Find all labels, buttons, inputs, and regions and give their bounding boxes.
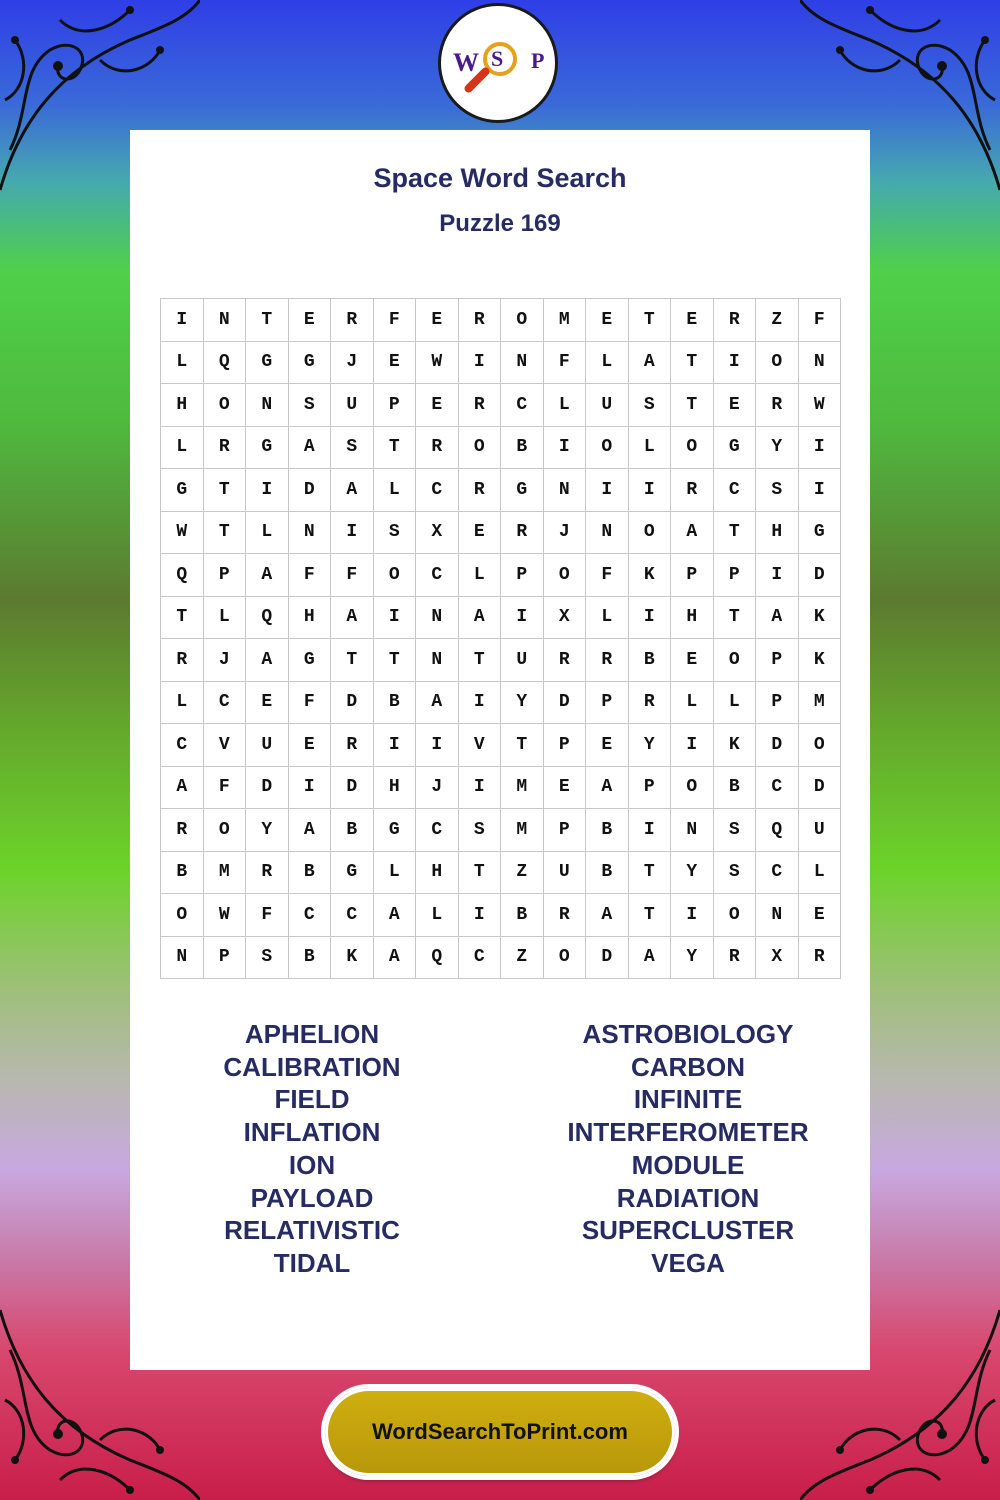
grid-cell[interactable]: G <box>501 469 544 512</box>
grid-cell[interactable]: M <box>501 766 544 809</box>
grid-cell[interactable]: U <box>331 384 374 427</box>
grid-cell[interactable]: D <box>331 766 374 809</box>
grid-cell[interactable]: B <box>161 851 204 894</box>
grid-cell[interactable]: E <box>586 299 629 342</box>
grid-cell[interactable]: F <box>586 554 629 597</box>
grid-cell[interactable]: A <box>246 554 289 597</box>
grid-cell[interactable]: N <box>671 809 714 852</box>
grid-cell[interactable]: Y <box>756 426 799 469</box>
grid-cell[interactable]: G <box>798 511 841 554</box>
grid-cell[interactable]: G <box>373 809 416 852</box>
grid-row <box>161 341 841 384</box>
grid-cell[interactable]: L <box>671 681 714 724</box>
grid-cell[interactable]: I <box>628 469 671 512</box>
grid-cell[interactable]: E <box>543 766 586 809</box>
grid-cell[interactable]: J <box>203 639 246 682</box>
grid-cell[interactable]: A <box>373 936 416 979</box>
grid-row <box>161 469 841 512</box>
grid-row <box>161 851 841 894</box>
grid-cell[interactable]: B <box>501 426 544 469</box>
grid-cell[interactable]: I <box>246 469 289 512</box>
grid-cell[interactable]: A <box>586 894 629 937</box>
grid-cell[interactable]: I <box>288 766 331 809</box>
grid-cell[interactable]: J <box>543 511 586 554</box>
grid-cell[interactable]: R <box>543 639 586 682</box>
page-title: Space Word Search <box>373 163 627 193</box>
grid-cell[interactable]: O <box>543 936 586 979</box>
grid-cell[interactable]: M <box>543 299 586 342</box>
grid-cell[interactable]: C <box>501 384 544 427</box>
grid-cell[interactable]: R <box>331 724 374 767</box>
grid-cell[interactable]: B <box>331 809 374 852</box>
grid-row <box>161 894 841 937</box>
grid-cell[interactable]: O <box>543 554 586 597</box>
grid-cell[interactable]: H <box>416 851 459 894</box>
grid-cell[interactable]: E <box>458 511 501 554</box>
grid-cell[interactable]: H <box>756 511 799 554</box>
grid-cell[interactable]: X <box>416 511 459 554</box>
grid-cell[interactable]: I <box>373 724 416 767</box>
grid-cell[interactable]: U <box>501 639 544 682</box>
grid-cell[interactable]: H <box>671 596 714 639</box>
word-list-item: APHELION <box>244 1019 380 1049</box>
grid-cell[interactable]: P <box>203 554 246 597</box>
grid-cell[interactable]: N <box>501 341 544 384</box>
grid-cell[interactable]: E <box>416 384 459 427</box>
grid-cell[interactable]: A <box>373 894 416 937</box>
grid-cell[interactable]: S <box>628 384 671 427</box>
grid-cell[interactable]: T <box>628 894 671 937</box>
grid-cell[interactable]: A <box>628 936 671 979</box>
grid-cell[interactable]: P <box>501 554 544 597</box>
grid-cell[interactable]: B <box>628 639 671 682</box>
grid-cell[interactable]: H <box>288 596 331 639</box>
grid-cell[interactable]: T <box>671 341 714 384</box>
grid-cell[interactable]: I <box>373 596 416 639</box>
word-list-item: SUPERCLUSTER <box>581 1215 795 1246</box>
logo-letter-w: W <box>453 48 479 77</box>
website-link-button[interactable]: WordSearchToPrint.com <box>325 1388 675 1476</box>
grid-cell[interactable]: E <box>246 681 289 724</box>
grid-cell[interactable]: O <box>798 724 841 767</box>
grid-cell[interactable]: R <box>586 639 629 682</box>
grid-cell[interactable]: R <box>458 469 501 512</box>
grid-cell[interactable]: Q <box>246 596 289 639</box>
grid-cell[interactable]: Z <box>501 851 544 894</box>
grid-cell[interactable]: G <box>331 851 374 894</box>
grid-row <box>161 384 841 427</box>
grid-cell[interactable]: C <box>416 809 459 852</box>
grid-cell[interactable]: E <box>798 894 841 937</box>
word-list-right <box>538 1018 838 1280</box>
grid-cell[interactable]: F <box>798 299 841 342</box>
grid-cell[interactable]: R <box>161 809 204 852</box>
grid-cell[interactable]: B <box>713 766 756 809</box>
grid-cell[interactable]: J <box>416 766 459 809</box>
grid-cell[interactable]: R <box>458 299 501 342</box>
word-list-left <box>162 1018 462 1280</box>
grid-cell[interactable]: L <box>586 596 629 639</box>
grid-cell[interactable]: C <box>713 469 756 512</box>
grid-cell[interactable]: U <box>246 724 289 767</box>
grid-cell[interactable]: N <box>586 511 629 554</box>
wsp-logo[interactable] <box>438 3 558 123</box>
grid-cell[interactable]: S <box>756 469 799 512</box>
grid-cell[interactable]: O <box>671 426 714 469</box>
grid-cell[interactable]: O <box>756 341 799 384</box>
grid-cell[interactable]: R <box>416 426 459 469</box>
grid-cell[interactable]: Y <box>671 851 714 894</box>
grid-cell[interactable]: D <box>331 681 374 724</box>
grid-cell[interactable]: R <box>246 851 289 894</box>
word-list-item: RELATIVISTIC <box>224 1215 400 1246</box>
word-list-item: PAYLOAD <box>250 1182 374 1213</box>
grid-cell[interactable]: W <box>798 384 841 427</box>
grid-cell[interactable]: E <box>713 384 756 427</box>
grid-cell[interactable]: N <box>161 936 204 979</box>
grid-cell[interactable]: F <box>331 554 374 597</box>
word-list-item: RADIATION <box>616 1182 760 1213</box>
grid-cell[interactable]: N <box>543 469 586 512</box>
grid-cell[interactable]: R <box>798 936 841 979</box>
grid-cell[interactable]: L <box>416 894 459 937</box>
grid-cell[interactable]: V <box>458 724 501 767</box>
grid-cell[interactable]: S <box>458 809 501 852</box>
grid-cell[interactable]: A <box>756 596 799 639</box>
grid-cell[interactable]: H <box>161 384 204 427</box>
grid-cell[interactable]: I <box>458 341 501 384</box>
grid-cell[interactable]: B <box>586 809 629 852</box>
word-list-item: CALIBRATION <box>223 1051 401 1082</box>
grid-cell[interactable]: O <box>671 766 714 809</box>
grid-cell[interactable]: O <box>586 426 629 469</box>
grid-cell[interactable]: R <box>543 894 586 937</box>
grid-cell[interactable]: E <box>671 299 714 342</box>
grid-cell[interactable]: R <box>671 469 714 512</box>
grid-cell[interactable]: T <box>501 724 544 767</box>
word-list-item: INFLATION <box>243 1117 381 1148</box>
grid-cell[interactable]: K <box>713 724 756 767</box>
grid-cell[interactable]: Z <box>501 936 544 979</box>
grid-cell[interactable]: D <box>756 724 799 767</box>
grid-cell[interactable]: L <box>246 511 289 554</box>
grid-cell[interactable]: L <box>458 554 501 597</box>
grid-cell[interactable]: R <box>756 384 799 427</box>
grid-cell[interactable]: D <box>798 554 841 597</box>
grid-row <box>161 299 841 342</box>
grid-cell[interactable]: Z <box>756 299 799 342</box>
grid-row <box>161 426 841 469</box>
grid-cell[interactable]: L <box>628 426 671 469</box>
grid-cell[interactable]: O <box>203 384 246 427</box>
grid-row <box>161 724 841 767</box>
grid-cell[interactable]: Y <box>246 809 289 852</box>
grid-cell[interactable]: A <box>628 341 671 384</box>
grid-cell[interactable]: I <box>586 469 629 512</box>
grid-cell[interactable]: M <box>203 851 246 894</box>
grid-cell[interactable]: P <box>628 766 671 809</box>
grid-cell[interactable]: F <box>543 341 586 384</box>
grid-cell[interactable]: H <box>373 766 416 809</box>
grid-cell[interactable]: L <box>713 681 756 724</box>
grid-cell[interactable]: W <box>203 894 246 937</box>
grid-cell[interactable]: S <box>713 809 756 852</box>
grid-cell[interactable]: G <box>246 341 289 384</box>
grid-cell[interactable]: P <box>543 809 586 852</box>
grid-cell[interactable]: C <box>756 851 799 894</box>
grid-cell[interactable]: N <box>416 639 459 682</box>
grid-cell[interactable]: F <box>203 766 246 809</box>
grid-cell[interactable]: O <box>713 894 756 937</box>
grid-cell[interactable]: T <box>628 851 671 894</box>
grid-cell[interactable]: L <box>373 851 416 894</box>
grid-cell[interactable]: B <box>586 851 629 894</box>
grid-cell[interactable]: D <box>288 469 331 512</box>
grid-cell[interactable]: L <box>203 596 246 639</box>
grid-cell[interactable]: S <box>246 936 289 979</box>
grid-row <box>161 639 841 682</box>
grid-cell[interactable]: T <box>628 299 671 342</box>
grid-cell[interactable]: A <box>288 426 331 469</box>
grid-cell[interactable]: L <box>161 341 204 384</box>
grid-cell[interactable]: C <box>756 766 799 809</box>
grid-cell[interactable]: R <box>203 426 246 469</box>
grid-cell[interactable]: L <box>373 469 416 512</box>
grid-cell[interactable]: I <box>416 724 459 767</box>
grid-cell[interactable]: D <box>586 936 629 979</box>
grid-cell[interactable]: L <box>543 384 586 427</box>
grid-cell[interactable]: O <box>501 299 544 342</box>
grid-cell[interactable]: E <box>671 639 714 682</box>
grid-cell[interactable]: G <box>288 341 331 384</box>
grid-cell[interactable]: T <box>458 639 501 682</box>
grid-cell[interactable]: W <box>161 511 204 554</box>
grid-cell[interactable]: C <box>161 724 204 767</box>
grid-cell[interactable]: Q <box>756 809 799 852</box>
grid-cell[interactable]: R <box>458 384 501 427</box>
grid-cell[interactable]: G <box>713 426 756 469</box>
grid-cell[interactable]: T <box>713 511 756 554</box>
grid-cell[interactable]: T <box>671 384 714 427</box>
grid-cell[interactable]: A <box>331 469 374 512</box>
grid-cell[interactable]: Q <box>203 341 246 384</box>
grid-cell[interactable]: F <box>288 554 331 597</box>
grid-cell[interactable]: V <box>203 724 246 767</box>
grid-cell[interactable]: X <box>543 596 586 639</box>
grid-cell[interactable]: R <box>331 299 374 342</box>
grid-cell[interactable]: P <box>756 639 799 682</box>
word-list-item: INTERFEROMETER <box>567 1117 809 1148</box>
grid-cell[interactable]: I <box>501 596 544 639</box>
grid-cell[interactable]: P <box>373 384 416 427</box>
grid-cell[interactable]: T <box>203 511 246 554</box>
grid-cell[interactable]: U <box>543 851 586 894</box>
grid-row <box>161 511 841 554</box>
grid-cell[interactable]: O <box>713 639 756 682</box>
grid-cell[interactable]: P <box>756 681 799 724</box>
grid-cell[interactable]: P <box>586 681 629 724</box>
word-list-item: FIELD <box>274 1084 350 1115</box>
grid-cell[interactable]: G <box>246 426 289 469</box>
grid-cell[interactable]: A <box>586 766 629 809</box>
grid-cell[interactable]: L <box>798 851 841 894</box>
word-list-item: CARBON <box>630 1051 746 1082</box>
grid-cell[interactable]: T <box>713 596 756 639</box>
grid-cell[interactable]: F <box>373 299 416 342</box>
grid-cell[interactable]: C <box>416 469 459 512</box>
grid-cell[interactable]: I <box>458 766 501 809</box>
grid-cell[interactable]: I <box>756 554 799 597</box>
grid-cell[interactable]: A <box>288 809 331 852</box>
word-list-item: VEGA <box>651 1247 725 1278</box>
grid-cell[interactable]: O <box>628 511 671 554</box>
grid-cell[interactable]: U <box>586 384 629 427</box>
grid-cell[interactable]: R <box>628 681 671 724</box>
grid-cell[interactable]: G <box>288 639 331 682</box>
grid-row <box>161 596 841 639</box>
grid-cell[interactable]: P <box>713 554 756 597</box>
grid-cell[interactable]: U <box>798 809 841 852</box>
grid-row <box>161 766 841 809</box>
grid-cell[interactable]: C <box>288 894 331 937</box>
grid-cell[interactable]: Q <box>416 936 459 979</box>
grid-cell[interactable]: A <box>416 681 459 724</box>
grid-cell[interactable]: T <box>203 469 246 512</box>
grid-cell[interactable]: B <box>373 681 416 724</box>
grid-cell[interactable]: Y <box>628 724 671 767</box>
grid-cell[interactable]: A <box>331 596 374 639</box>
grid-cell[interactable]: W <box>416 341 459 384</box>
word-list-item: ION <box>288 1149 336 1180</box>
grid-row <box>161 809 841 852</box>
letter-grid <box>160 298 841 979</box>
grid-cell[interactable]: O <box>458 426 501 469</box>
grid-cell[interactable]: B <box>288 851 331 894</box>
grid-cell[interactable]: N <box>288 511 331 554</box>
grid-cell[interactable]: F <box>246 894 289 937</box>
grid-row <box>161 681 841 724</box>
grid-cell[interactable]: K <box>628 554 671 597</box>
grid-cell[interactable]: K <box>798 596 841 639</box>
grid-cell[interactable]: N <box>416 596 459 639</box>
grid-cell[interactable]: L <box>161 681 204 724</box>
grid-cell[interactable]: E <box>373 341 416 384</box>
grid-cell[interactable]: L <box>586 341 629 384</box>
grid-cell[interactable]: C <box>203 681 246 724</box>
grid-cell[interactable]: I <box>671 894 714 937</box>
grid-cell[interactable]: S <box>331 426 374 469</box>
grid-cell[interactable]: F <box>288 681 331 724</box>
grid-row <box>161 936 841 979</box>
grid-cell[interactable]: L <box>161 426 204 469</box>
grid-cell[interactable]: C <box>458 936 501 979</box>
grid-cell[interactable]: E <box>586 724 629 767</box>
grid-cell[interactable]: E <box>416 299 459 342</box>
grid-cell[interactable]: I <box>458 894 501 937</box>
grid-cell[interactable]: G <box>161 469 204 512</box>
grid-cell[interactable]: I <box>628 809 671 852</box>
logo-letter-s: S <box>491 46 504 71</box>
grid-cell[interactable]: E <box>288 724 331 767</box>
grid-cell[interactable]: C <box>416 554 459 597</box>
grid-cell[interactable]: D <box>798 766 841 809</box>
grid-cell[interactable]: M <box>501 809 544 852</box>
grid-cell[interactable]: P <box>203 936 246 979</box>
grid-cell[interactable]: A <box>671 511 714 554</box>
grid-cell[interactable]: R <box>161 639 204 682</box>
grid-cell[interactable]: D <box>543 681 586 724</box>
grid-cell[interactable]: S <box>713 851 756 894</box>
grid-cell[interactable]: I <box>628 596 671 639</box>
grid-cell[interactable]: M <box>798 681 841 724</box>
grid-row <box>161 554 841 597</box>
grid-cell[interactable]: O <box>203 809 246 852</box>
word-list-item: MODULE <box>631 1149 745 1180</box>
grid-cell[interactable]: R <box>713 299 756 342</box>
word-list-item: TIDAL <box>273 1247 351 1278</box>
word-list-item: ASTROBIOLOGY <box>582 1019 794 1049</box>
grid-cell[interactable]: N <box>798 341 841 384</box>
grid-cell[interactable]: D <box>246 766 289 809</box>
grid-cell[interactable]: R <box>713 936 756 979</box>
grid-cell[interactable]: E <box>288 299 331 342</box>
word-list-item: INFINITE <box>633 1084 743 1115</box>
grid-cell[interactable]: S <box>288 384 331 427</box>
grid-cell[interactable]: X <box>756 936 799 979</box>
grid-cell[interactable]: R <box>501 511 544 554</box>
logo-letter-p: P <box>531 48 545 73</box>
grid-cell[interactable]: T <box>458 851 501 894</box>
grid-cell[interactable]: C <box>331 894 374 937</box>
puzzle-number: Puzzle 169 <box>439 210 561 237</box>
grid-cell[interactable]: O <box>161 894 204 937</box>
grid-cell[interactable]: N <box>246 384 289 427</box>
grid-cell[interactable]: I <box>713 341 756 384</box>
grid-cell[interactable]: I <box>798 469 841 512</box>
grid-cell[interactable]: I <box>331 511 374 554</box>
grid-cell[interactable]: T <box>161 596 204 639</box>
grid-cell[interactable]: T <box>246 299 289 342</box>
grid-cell[interactable]: Y <box>671 936 714 979</box>
grid-cell[interactable]: T <box>373 426 416 469</box>
grid-cell[interactable]: T <box>373 639 416 682</box>
grid-cell[interactable]: A <box>458 596 501 639</box>
grid-cell[interactable]: Q <box>161 554 204 597</box>
grid-cell[interactable]: P <box>671 554 714 597</box>
grid-cell[interactable]: A <box>246 639 289 682</box>
grid-cell[interactable]: I <box>543 426 586 469</box>
grid-cell[interactable]: N <box>756 894 799 937</box>
grid-cell[interactable]: B <box>501 894 544 937</box>
grid-cell[interactable]: N <box>203 299 246 342</box>
grid-cell[interactable]: A <box>161 766 204 809</box>
grid-cell[interactable]: O <box>373 554 416 597</box>
grid-cell[interactable]: P <box>543 724 586 767</box>
grid-cell[interactable]: I <box>671 724 714 767</box>
grid-cell[interactable]: B <box>288 936 331 979</box>
grid-cell[interactable]: K <box>331 936 374 979</box>
grid-cell[interactable]: I <box>161 299 204 342</box>
grid-cell[interactable]: S <box>373 511 416 554</box>
grid-cell[interactable]: I <box>458 681 501 724</box>
grid-cell[interactable]: J <box>331 341 374 384</box>
grid-cell[interactable]: K <box>798 639 841 682</box>
grid-cell[interactable]: T <box>331 639 374 682</box>
grid-cell[interactable]: Y <box>501 681 544 724</box>
grid-cell[interactable]: I <box>798 426 841 469</box>
